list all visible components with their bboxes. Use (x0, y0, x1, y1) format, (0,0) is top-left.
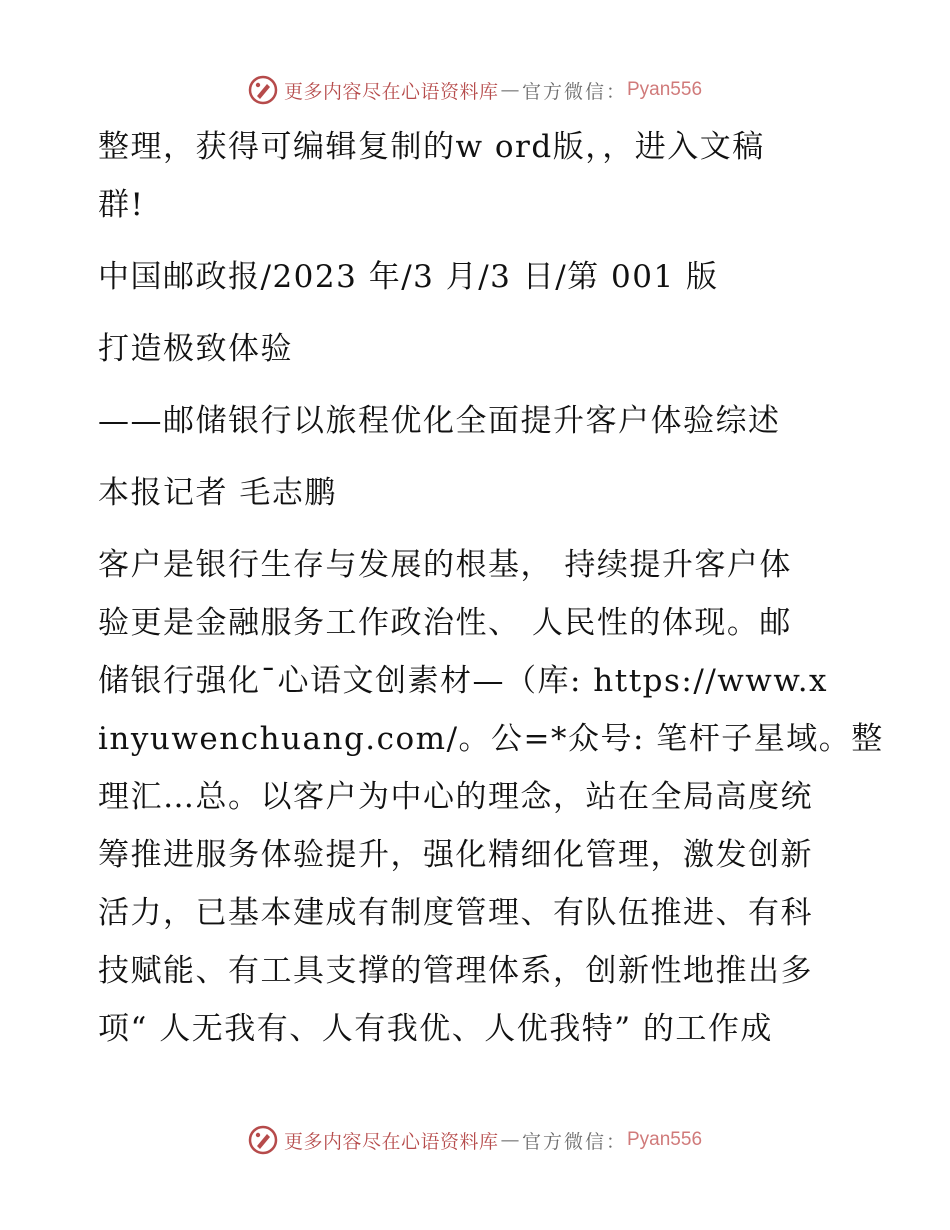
body-line: 理汇…总。以客户为中心的理念，站在全局高度统 (98, 779, 813, 815)
banner-wechat-label: 官方微信： (521, 1130, 627, 1153)
intro-line-2: 群! (98, 187, 145, 223)
banner-wechat-id: Pyan556 (627, 79, 703, 100)
article-subtitle: ——邮储银行以旅程优化全面提升客户体验综述 (98, 403, 781, 439)
banner-wechat-label: 官方微信： (521, 80, 627, 103)
banner-wechat-id: Pyan556 (627, 1129, 703, 1150)
pen-circle-logo-icon (248, 1125, 278, 1155)
body-line: 项“ 人无我有、人有我优、人优我特” 的工作成 (98, 1011, 773, 1047)
body-paragraph (98, 536, 884, 1058)
footer-banner (0, 1120, 950, 1160)
body-line: 客户是银行生存与发展的根基， 持续提升客户体 (98, 547, 792, 583)
banner-site-text: 更多内容尽在心语资料库 (283, 1130, 499, 1153)
header-banner (0, 70, 950, 110)
banner-site-text: 更多内容尽在心语资料库 (283, 80, 499, 103)
byline: 本报记者 毛志鹏 (98, 475, 337, 511)
article-title: 打造极致体验 (98, 331, 293, 367)
body-line: 验更是金融服务工作政治性、 人民性的体现。邮 (98, 605, 792, 641)
banner-separator: — (500, 79, 520, 101)
body-line: 技赋能、有工具支撑的管理体系，创新性地推出多 (98, 953, 813, 989)
body-line: 筹推进服务体验提升，强化精细化管理，激发创新 (98, 837, 813, 873)
banner-separator: — (500, 1129, 520, 1151)
body-line: 储银行强化¯心语文创素材—（库: https://www.x (98, 663, 829, 699)
document-body (98, 118, 884, 1058)
body-line: inyuwenchuang.com/。公=*众号: 笔杆子星域。整 (98, 721, 884, 757)
pen-circle-logo-icon (248, 75, 278, 105)
body-line: 活力，已基本建成有制度管理、有队伍推进、有科 (98, 895, 813, 931)
intro-line-1: 整理，获得可编辑复制的w ord版，，进入文稿 (98, 129, 765, 165)
source-line: 中国邮政报/2023 年/3 月/3 日/第 001 版 (98, 259, 719, 295)
